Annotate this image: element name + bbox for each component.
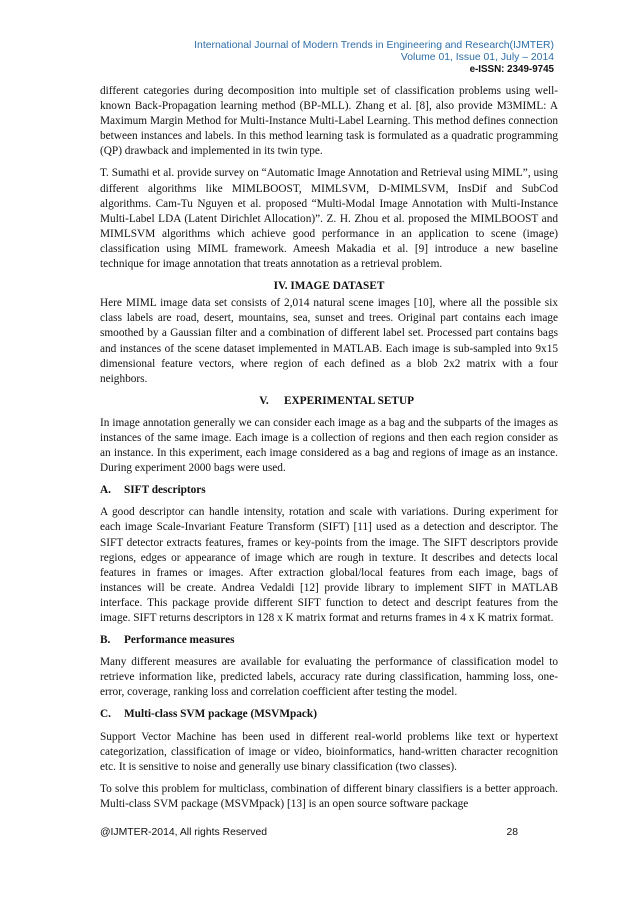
paragraph: Here MIML image data set consists of 2,014 natural scene images [10], where all the possible six class labels are road, desert, mountains, sea, sunset and trees. Original part contains each image smoothed by a Gaussian filter and a combination of different label set. Processed part contains bags and instances of the scene dataset implemented in MATLAB. Each image is sub-sampled into 9x15 dimensional feature vectors, where region of each defined as a blob 2x2 matrix with a four neighbors.	[100, 297, 558, 385]
subsection-number: B.	[100, 634, 111, 647]
subsection-number: C.	[100, 708, 111, 721]
copyright-text: @IJMTER-2014, All rights Reserved	[100, 827, 268, 838]
section-number: V.	[259, 394, 269, 407]
subsection-number: A.	[100, 484, 111, 497]
journal-title: International Journal of Modern Trends in Engineering and Research(IJMTER)	[194, 40, 554, 51]
paragraph: Many different measures are available for evaluating the performance of classification model to retrieve information like, predicted labels, accuracy rate during classification, hamming loss, one-error, coverage, ranking loss and correlation coefficient after testing the model.	[100, 656, 558, 699]
subsection-heading-msvmpack	[100, 707, 558, 722]
paragraph: Support Vector Machine has been used in different real-world problems like text or hypertext categorization, classification of image or video, bioinformatics, hand-written character recognition etc. It is sensitive to noise and generally use binary classification (two classes).	[100, 730, 558, 773]
section-heading-experimental-setup	[100, 394, 558, 409]
paragraph: To solve this problem for multiclass, combination of different binary classifiers is a better approach. Multi-class SVM package (MSVMpack) [13] is an open source software package	[100, 782, 558, 810]
subsection-heading-performance	[100, 633, 558, 648]
paragraph: A good descriptor can handle intensity, rotation and scale with variations. During experiment for each image Scale-Invariant Feature Transform (SIFT) [11] used as a detection and descriptor. The SIFT detector extracts features, frames or key-points from the image. The SIFT descriptors provide regions, edges or appearance of image which are rough in texture. It describes and detects local features in frames or images. After extraction global/local features from each image, bags of instances will be create. Andrea Vedaldi [12] provide library to implement SIFT in MATLAB interface. This package provide different SIFT function to detect and descript features from the image. SIFT returns descriptors in 128 x K matrix format and returns frames in 4 x K matrix format.	[100, 506, 558, 624]
page-number: 28	[506, 827, 518, 838]
subsection-title: Performance measures	[124, 634, 235, 647]
paragraph: T. Sumathi et al. provide survey on “Automatic Image Annotation and Retrieval using MIML”, using different algorithms like MIMLBOOST, MIMLSVM, D-MIMLSVM, InsDif and SubCod algorithms. Cam-Tu Nguyen et al. proposed “Multi-Modal Image Annotation with Multi-Instance Multi-Label LDA (Latent Dirichlet Allocation)”. Z. H. Zhou et al. proposed the MIMLBOOST and MIMLSVM algorithms which achieve good performance in an application to scene (image) classification using MIML framework. Ameesh Makadia et al. [9] introduce a new baseline technique for image annotation that treats annotation as a retrieval problem.	[100, 167, 558, 271]
section-title: EXPERIMENTAL SETUP	[283, 394, 415, 407]
subsection-heading-sift	[100, 483, 558, 498]
journal-volume: Volume 01, Issue 01, July – 2014	[400, 52, 554, 63]
paragraph: In image annotation generally we can consider each image as a bag and the subparts of the images as instances of the same image. Each image is a collection of regions and then each region consider as an instance. In this experiment, each image considered as a bag and regions of image as an instance. During experiment 2000 bags were used.	[100, 416, 558, 475]
subsection-title: SIFT descriptors	[124, 484, 206, 497]
paragraph: different categories during decomposition into multiple set of classification problems using well-known Back-Propagation learning method (BP-MLL). Zhang et al. [8], also provide M3MIML: A Maximum Margin Method for Multi-Instance Multi-Label Learning. This method defines connection between instances and labels. In this method learning task is formulated as a quadratic programming (QP) drawback and implemented in its twin type.	[100, 85, 558, 158]
journal-issn: e-ISSN: 2349-9745	[469, 64, 554, 75]
article-body	[100, 84, 558, 819]
subsection-title: Multi-class SVM package (MSVMpack)	[124, 708, 317, 721]
section-heading-image-dataset: IV. IMAGE DATASET	[273, 280, 385, 293]
journal-header	[194, 40, 554, 76]
